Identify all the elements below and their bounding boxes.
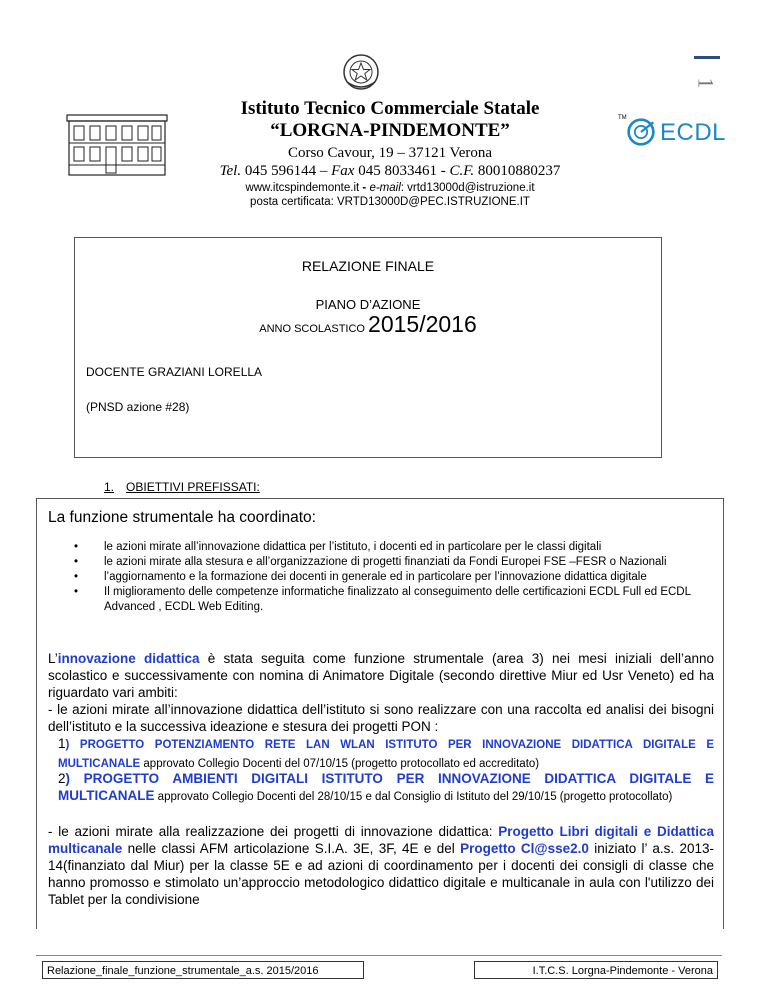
footer-institute: I.T.C.S. Lorgna-Pindemonte - Verona	[474, 961, 718, 979]
section-heading-text: OBIETTIVI PREFISSATI:	[126, 480, 260, 494]
report-title: RELAZIONE FINALE	[301, 258, 435, 274]
email-label: e-mail	[369, 182, 401, 194]
institute-name	[180, 98, 600, 142]
paragraph-actions: - le azioni mirate all’innovazione didattica dell’istituto si sono realizzare con una raccolta ed analisi dei bisogni dell’istituto e la successiva ideazione e stesura dei progetti PON :	[48, 702, 714, 734]
italian-emblem-icon	[341, 52, 381, 92]
p3-highlight: ) PROGETTO POTENZIAMENTO RETE LAN WLAN ISTITUTO PER INNOVAZIONE DIDATTICA DIGITALE E MULTICANALE	[58, 739, 714, 770]
web-email-line	[180, 181, 600, 195]
school-year-value: 2015/2016	[368, 311, 477, 337]
website-link[interactable]: www.itcspindemonte.it	[245, 182, 360, 194]
teacher-name: DOCENTE GRAZIANI LORELLA	[86, 365, 263, 379]
fax-number: 045 8033461 -	[354, 163, 450, 179]
institute-line-2: “LORGNA-PINDEMONTE”	[270, 120, 510, 141]
p3-number: 1	[58, 736, 66, 751]
p1-lead: L’	[48, 651, 58, 666]
institute-address: Corso Cavour, 19 – 37121 Verona	[287, 145, 493, 161]
pec-line: posta certificata: VRTD13000D@PEC.ISTRUZIONE.IT	[250, 196, 530, 208]
email-separator: -	[359, 182, 370, 194]
page-tab-marker	[694, 56, 720, 59]
pnsd-action: (PNSD azione #28)	[86, 400, 190, 414]
intro-text: La funzione strumentale ha coordinato:	[48, 509, 316, 526]
contact-line	[160, 162, 620, 180]
fax-label: Fax	[331, 163, 355, 179]
ecdl-globe-icon	[626, 117, 656, 147]
objectives-list	[74, 540, 714, 615]
footer-filename: Relazione_finale_funzione_strumentale_a.s. 2015/2016	[42, 961, 364, 979]
page-number: 1	[693, 77, 719, 89]
cf-label: C.F.	[449, 163, 475, 179]
email-address[interactable]: : vrtd13000d@istruzione.it	[400, 182, 535, 194]
school-year	[74, 311, 662, 338]
report-subtitle: PIANO D’AZIONE	[315, 297, 421, 312]
tel-label: Tel.	[219, 163, 242, 179]
list-item: • l’aggiornamento e la formazione dei docenti in generale ed in particolare per l’innovazione didattica digitale	[74, 570, 714, 585]
ecdl-tm: TM	[618, 115, 627, 121]
p5-lead: - le azioni mirate alla realizzazione dei progetti di innovazione didattica:	[48, 824, 499, 839]
p5-body-2: iniziato l’ a.s. 2013-14(finanziato dal Miur) per la classe 5E e ad azioni di coordinamento per i docenti dei consigli di classe che hanno promosso e stimolato un’approccio metodologico didattico digitale e multicanale in aula con l'utilizzo dei Tablet per la condivisione	[48, 841, 715, 907]
institute-line-1: Istituto Tecnico Commerciale Statale	[240, 98, 540, 119]
cf-number: 80010880237	[474, 163, 561, 179]
school-year-label: ANNO SCOLASTICO	[259, 323, 369, 335]
tel-number: 045 596144 –	[241, 163, 332, 179]
list-item: • Il miglioramento delle competenze informatiche finalizzato al conseguimento delle certificazioni ECDL Full ed ECDL Advanced , ECDL Web Editing.	[74, 585, 714, 615]
ecdl-logo	[618, 115, 727, 149]
p4-number: 2	[58, 771, 66, 786]
p5-body-1: nelle classi AFM articolazione S.I.A. 3E, 3F, 4E e del	[122, 841, 461, 856]
list-item: • le azioni mirate all’innovazione didattica per l’istituto, i docenti ed in particolare per le classi digitali	[74, 540, 714, 555]
paragraph-project-2	[48, 770, 714, 806]
school-building-icon	[66, 111, 168, 177]
section-heading	[104, 480, 260, 494]
list-item: • le azioni mirate alla stesura e all’organizzazione di progetti finanziati da Fondi Europei FSE –FESR o Nazionali	[74, 555, 714, 570]
p5-highlight-1: Progetto Libri digitali e Didattica multicanale	[48, 824, 714, 856]
paragraph-project-1	[48, 735, 714, 773]
p1-highlight: innovazione didattica	[57, 651, 200, 666]
p4-body: approvato Collegio Docenti del 28/10/15 e dal Consiglio di Istituto del 29/10/15 (progetto protocollato)	[154, 791, 673, 803]
p5-highlight-2: Progetto Cl@sse2.0	[460, 841, 589, 856]
footer-divider	[36, 955, 722, 956]
p3-body: approvato Collegio Docenti del 07/10/15 (progetto protocollato ed accreditato)	[140, 758, 540, 770]
section-number: 1.	[104, 480, 115, 494]
ecdl-logo-text: ECDL	[660, 119, 727, 146]
paragraph-innovation	[48, 650, 714, 701]
p4-highlight: ) PROGETTO AMBIENTI DIGITALI ISTITUTO PER INNOVAZIONE DIDATTICA DIGITALE E MULTICANALE	[58, 771, 714, 803]
p1-body: è stata seguita come funzione strumentale (area 3) nei mesi iniziali dell’anno scolastico e successivamente con nomina di Animatore Digitale (secondo direttive Miur ed Usr Veneto) ed ha riguardato vari ambiti:	[48, 651, 714, 700]
paragraph-projects	[48, 823, 714, 908]
